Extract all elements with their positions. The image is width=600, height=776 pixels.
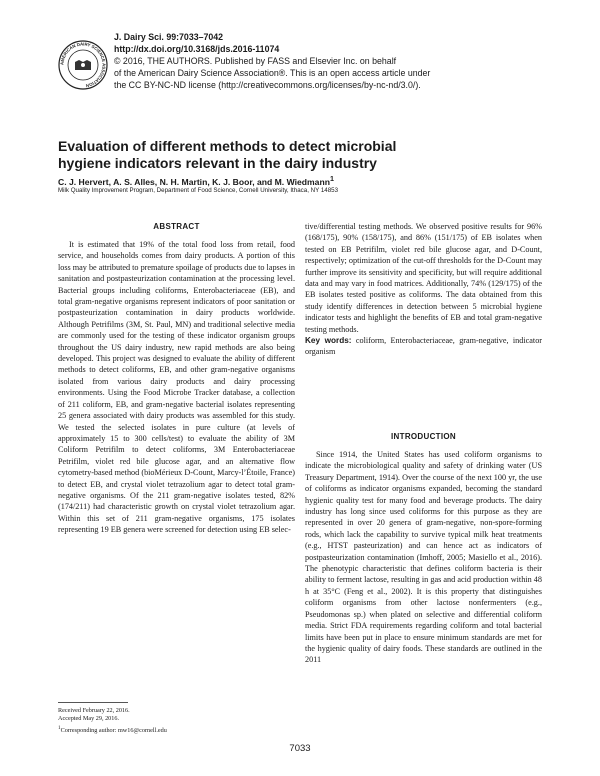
received-date: Received February 22, 2016. [58,707,130,714]
introduction-paragraph: Since 1914, the United States has used coliform organisms to indicate the microbiological quality and safety of drinking water (US Treasury Department, 1914). Over the course of the next 100 yr, the use of coliforms as indicator organisms expanded, becoming the standard hygienic quality test for many food and beverage products. The dairy industry has long since used coliforms for this purpose as they are represented in over 20 genera of gram-negative, non-spore-forming rods, which lack the capability to survive typical milk heat treatments (e.g., HTST pasteurization) and can hence act as indicators of postpasteurization contamination (Imhoff, 2005; Masiello et al., 2016). The phenotypic characteristic that defines coliform bacteria is their ability to ferment lactose, resulting in gas and acid production within 48 h at 35°C (Feng et al., 2002). It is this property that distinguishes coliform organisms from other lactose nonfermenters (e.g., Pseudomonas sp.) when plated on selective and differential coliform media. Strict FDA requirements regarding coliform and total bacterial limits have been put in place to ensure minimum standards are met for the hygienic quality of dairy foods. These standards are outlined in the 2011 [305,450,542,665]
copyright-line-2: of the American Dairy Science Association®. This is an open access article under [114,68,431,78]
accepted-date: Accepted May 29, 2016. [58,715,119,723]
abstract-continuation: tive/differential testing methods. We observed positive results for 96% (168/175), 90% (158/175), and 86% (151/175) of EB isolates when tested on EB Petrifilm, violet red bile glucose agar, and D-Count, respectively; optimization of the cut-off thresholds for the D-Count may further improve its sensitivity and specificity, but will require additional data and may vary in food matrices. Additionally, 74% (129/175) of the EB isolates tested positive as coliforms. The data obtained from this study identify differences in detection between 5 microbial hygiene indicator tests and highlight the benefits of EB and total gram-negative testing methods. [305,222,542,334]
introduction-heading: INTRODUCTION [391,432,456,441]
abstract-column-left [58,239,295,536]
footnote-divider [58,702,128,703]
journal-citation: J. Dairy Sci. 99:7033–7042 [114,32,224,42]
copyright-line-1: © 2016, THE AUTHORS. Published by FASS and Elsevier Inc. on behalf [114,56,397,66]
journal-header [114,31,554,91]
affiliation: Milk Quality Improvement Program, Department of Food Science, Cornell University, Ithaca, NY 14853 [58,187,339,194]
introduction-body [305,449,542,666]
footnotes [58,707,167,735]
article-title: Evaluation of different methods to detect microbial hygiene indicators relevant in the dairy industry [58,138,397,171]
keywords: Key words: coliform, Enterobacteriaceae, gram-negative, indicator organism [305,336,543,357]
abstract-paragraph: It is estimated that 19% of the total food loss from retail, food service, and households comes from dairy products. A portion of this loss may be attributed to premature spoilage of products due to lapses in sanitation and postpasteurization contamination at the processing level. Bacterial groups including coliforms, Enterobacteriaceae (EB), and total gram-negative organisms represent indicators of poor sanitation or postpasteurization contamination in dairy products worldwide. Although Petrifilms (3M, St. Paul, MN) and traditional selective media are commonly used for the testing of these indicator organism groups throughout the US dairy industry, new rapid methods are also being developed. This project was designed to evaluate the ability of different methods to detect coliforms, EB, and other gram-negative organisms isolated from various dairy products and dairy processing environments. Using the Food Microbe Tracker database, a collection of 211 coliform, EB, and gram-negative bacterial isolates representing 25 genera associated with dairy products was assembled for this study. We tested the selected isolates in pure culture (at levels of approximately 15 to 300 cells/test) to evaluate the ability of 3M Coliform Petrifilm to detect coliforms, 3M Enterobacteriaceae Petrifilm, violet red bile glucose agar, and an alternative flow cytometry-based method (bioMérieux D-Count, Marcy-l’Étoile, France) to detect EB, and crystal violet tetrazolium agar to detect total gram-negative organisms. Of the 211 gram-negative isolates tested, 82% (174/211) had characteristic growth on crystal violet tetrazolium agar. Within this set of 211 gram-negative organisms, 175 isolates representing 19 EB genera were screened for detection using EB selec- [58,240,295,535]
svg-text:AMERICAN DAIRY SCIENCE ASSOCIA: AMERICAN DAIRY SCIENCE ASSOCIATION [59,41,107,89]
abstract-column-right [305,221,542,358]
author-list: C. J. Hervert, A. S. Alles, N. H. Martin, K. J. Boor, and M. Wiedmann$^1$ [58,175,334,187]
corresponding-author: $^1$Corresponding author: mw16@cornell.edu [58,724,167,734]
page-number: 7033 [289,743,311,754]
doi-link[interactable]: http://dx.doi.org/10.3168/jds.2016-11074 [114,44,280,54]
adsa-seal-logo [58,40,108,90]
copyright-line-3: the CC BY-NC-ND license (http://creativecommons.org/licenses/by-nc-nd/3.0/). [114,80,421,90]
abstract-heading: ABSTRACT [153,222,200,231]
